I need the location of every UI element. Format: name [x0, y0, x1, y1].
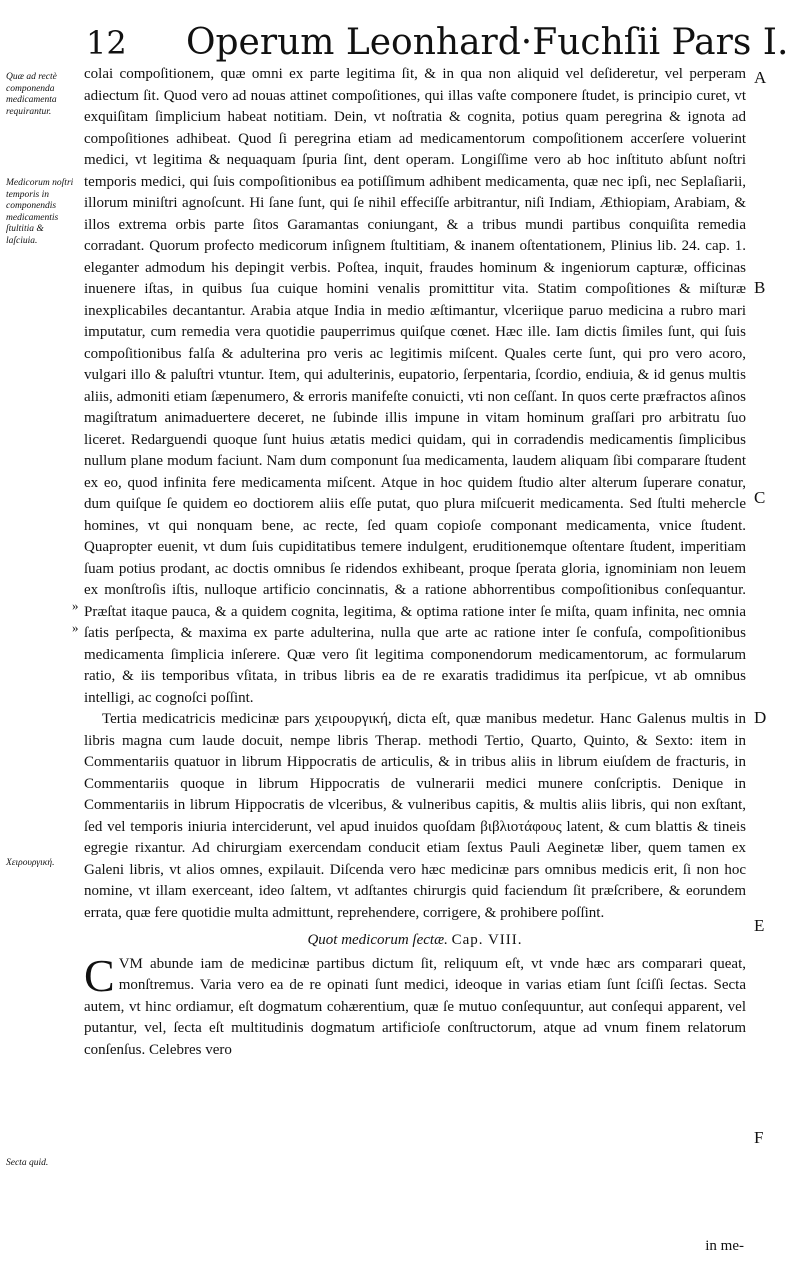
- chapter-heading: [84, 930, 746, 952]
- chapter-heading-number: Cap. VIII.: [451, 932, 523, 948]
- page-header: [86, 18, 789, 68]
- paragraph-chirurgia: Tertia medicatricis medicinæ pars χειρουργική, dicta eſt, quæ manibus medetur. Hanc Galenus multis in libris magna cum laude docuit, nempe libris Therap. methodi Tertio, Quarto, Quinto, & Sexto: item in Commentariis quatuor in librum Hippocratis de articulis, & in tribus aliis in librum eiuſdem de fracturis, in Commentariis quoque in librum Hippocratis de vulnerarii medici munere conſcriptis. Denique in Commentariis in librum Hippocratis de vlceribus, & vulneribus capitis, & multis aliis libris, qui non exſtant, ſed vel temporis iniuria interciderunt, vel apud inuidos quoſdam βιβλιοτάφους latent, & cum blattis & tineis egregie rixantur. Ad chirurgiam exercendam conducit etiam ſextus Pauli Aeginetæ liber, quem tamen ex Galeni libris, vt alios omnes, expilauit. Diſcenda vero hæc medicinæ pars omnibus medicis erit, ſi non hoc nomine, vt illam exerceant, ideo ſaltem, vt adſtantes chirurgis quid faciendum ſit præſcribere, & eorundem errata, quæ fere quotidie multa admittunt, reprehendere, corrigere, & prohibere poſſint.: [84, 711, 746, 921]
- body-text: [84, 64, 746, 1061]
- section-letter-e: E: [754, 916, 765, 935]
- margin-note-composition: Quæ ad rectè componenda medicamenta requirantur.: [6, 72, 57, 117]
- quote-mark: »: [72, 598, 79, 613]
- section-letter-c: C: [754, 488, 766, 507]
- section-letter-d: D: [754, 708, 767, 727]
- quote-mark: »: [72, 620, 79, 635]
- section-letter-b: B: [754, 278, 766, 297]
- paragraph-composition: colai compoſitionem, quæ omni ex parte legitima ſit, & in qua non aliquid vel deſideretur, vel perperam adiectum ſit. Quod vero ad nouas attinet compoſitiones, qui illas vaſte componere ſtudet, is principio curet, vt exquiſitam ſimplicium habeat notitiam. Dein, vt noſtratia & cognita, potius quam peregrina & ignota ad compoſitiones adhibeat. Quod ſi peregrina etiam ad medicamentorum compoſitionem accerſere voluerint medici, vt legitima & nequaquam ſpuria ſint, dent operam. Longiſſime vero ab hoc inſtituto abſunt noſtri temporis medici, qui ſuis compoſitionibus ea potiſſimum adhibent medicamenta, quæ nec ipſi, nec Seplaſiarii, illorum miniſtri agnoſcunt. Hi ſane ſunt, qui ſe nihil effeciſſe arbitrantur, niſi Indiam, Æthiopiam, Arabiam, & illos extrema orbis parte ſitos Garamantas coniungant, & a tribus mundi partibus conquiſita remedia corradant. Quorum profecto medicorum inſignem ſtultitiam, & inanem oſtentationem, Plinius lib. 24. cap. 1. eleganter admodum his depingit verbis. Poſtea, inquit, fraudes hominum & ingeniorum capturæ, officinas inuenere iſtas, in quibus ſua cuique homini venalis promittitur vita. Statim compoſitiones & miſturæ inexplicabiles decantantur. Arabia atque India in medio æſtimantur, vlceriique paruo medicina a rubro mari imputatur, cum remedia vera quotidie pauperrimus quiſque cœnet. Hæc ille. Iam dictis ſimiles ſunt, qui ſuis compoſitionibus falſa & adulterina pro veris ac legitimis miſcent. Quales certe ſunt, qui pro vero acoro, vulgari illo & paluſtri vtuntur. Item, qui adulterinis, eupatorio, ſerpentaria, ſcordio, endiuia, & id genus multis aliis, admoniti etiam ſæpenumero, & erroris manifeſte conuicti, vti non ceſſant. In quos certe præfractos aſinos magiſtratum animaduertere deceret, ne ſubinde illis impune in vitam hominum graſſari pro arbitratu ſuo liceret. Redarguendi quoque ſunt huius ætatis medici quidam, qui in corradendis medicamentis ſimplicibus nullum plane modum faciunt. Nam dum componunt ſua medicamenta, laudem aliquam ſibi comparare ſtudent ex eo, quod infinita fere medicamenta miſcent. Atque in hoc quidem ſtudio alter alterum ſuperare conatur, dum quiſque ſe quidem eo doctiorem aliis eſſe putat, quo plura miſcuerit medicamenta. Sed ſtulti mehercle homines, vt qui nonquam bene, ac recte, ſed quam copioſe componant medicamenta, vnice ſtudent. Quapropter euenit, vt dum ſuis cupiditatibus temere indulgent, eruditionemque oſtentare ſtudent, imperitiam ſuam potius prodant, ac doctis omnibus ſe ridendos exhibeant, proque ſperata gloria, ignominiam non leuem ex monſtroſis iſtis, nulloque artificio concinnatis, & a ratione abhorrentibus compoſitionibus conſequantur. Præſtat itaque pauca, & a quidem cognita, legitima, & optima ratione inter ſe miſta, quam infinita, nec omnia ſatis perſpecta, & maxima ex parte adulterina, nulla que arte ac ratione inter ſe confuſa, compoſitionibus medicamenta ſimplicia inſerere. Quæ vero ſit legitima componendorum medicamentorum, ac formularum ratio, & iis temporibus vſitata, in tribus libris ea de re exaratis tradidimus ita perſpicue, vt ab omnibus intelligi, ac cognoſci poſſint.: [84, 66, 746, 706]
- chapter-heading-title: Quot medicorum ſectæ.: [307, 932, 448, 948]
- margin-note-secta: Secta quid.: [6, 1158, 49, 1168]
- paragraph-sectae: [84, 949, 746, 1062]
- section-letter-a: A: [754, 68, 767, 87]
- page-number: 12: [86, 24, 127, 62]
- paragraph-sectae-text: VM abunde iam de medicinæ partibus dictum ſit, reliquum eſt, vt vnde hæc ars comparari queat, monſtremus. Varia vero ea de re opinati ſunt medici, ideoque in varias etiam ſunt ſciſſi ſectas. Secta autem, vt hinc ordiamur, eſt dogmatum cohærentium, quæ ſe mutuo conſequuntur, aut conſequi apparent, vel putantur, vel, ſecta eſt multitudinis dogmatum artificioſe conſtructorum, atque ad vnum finem relatorum conſenſus. Celebres vero: [84, 955, 746, 1058]
- running-title: Operum Leonhard·Fuchſii Pars I.: [186, 22, 789, 63]
- catchword: in me-: [705, 1238, 744, 1254]
- drop-cap: C: [84, 949, 115, 1001]
- section-letter-f: F: [754, 1128, 764, 1147]
- margin-note-stultitia: Medicorum noſtri temporis in componendis medicamentis ſtultitia & laſciuia.: [6, 178, 74, 246]
- margin-note-chirurgia: Χειρουργική.: [6, 858, 55, 868]
